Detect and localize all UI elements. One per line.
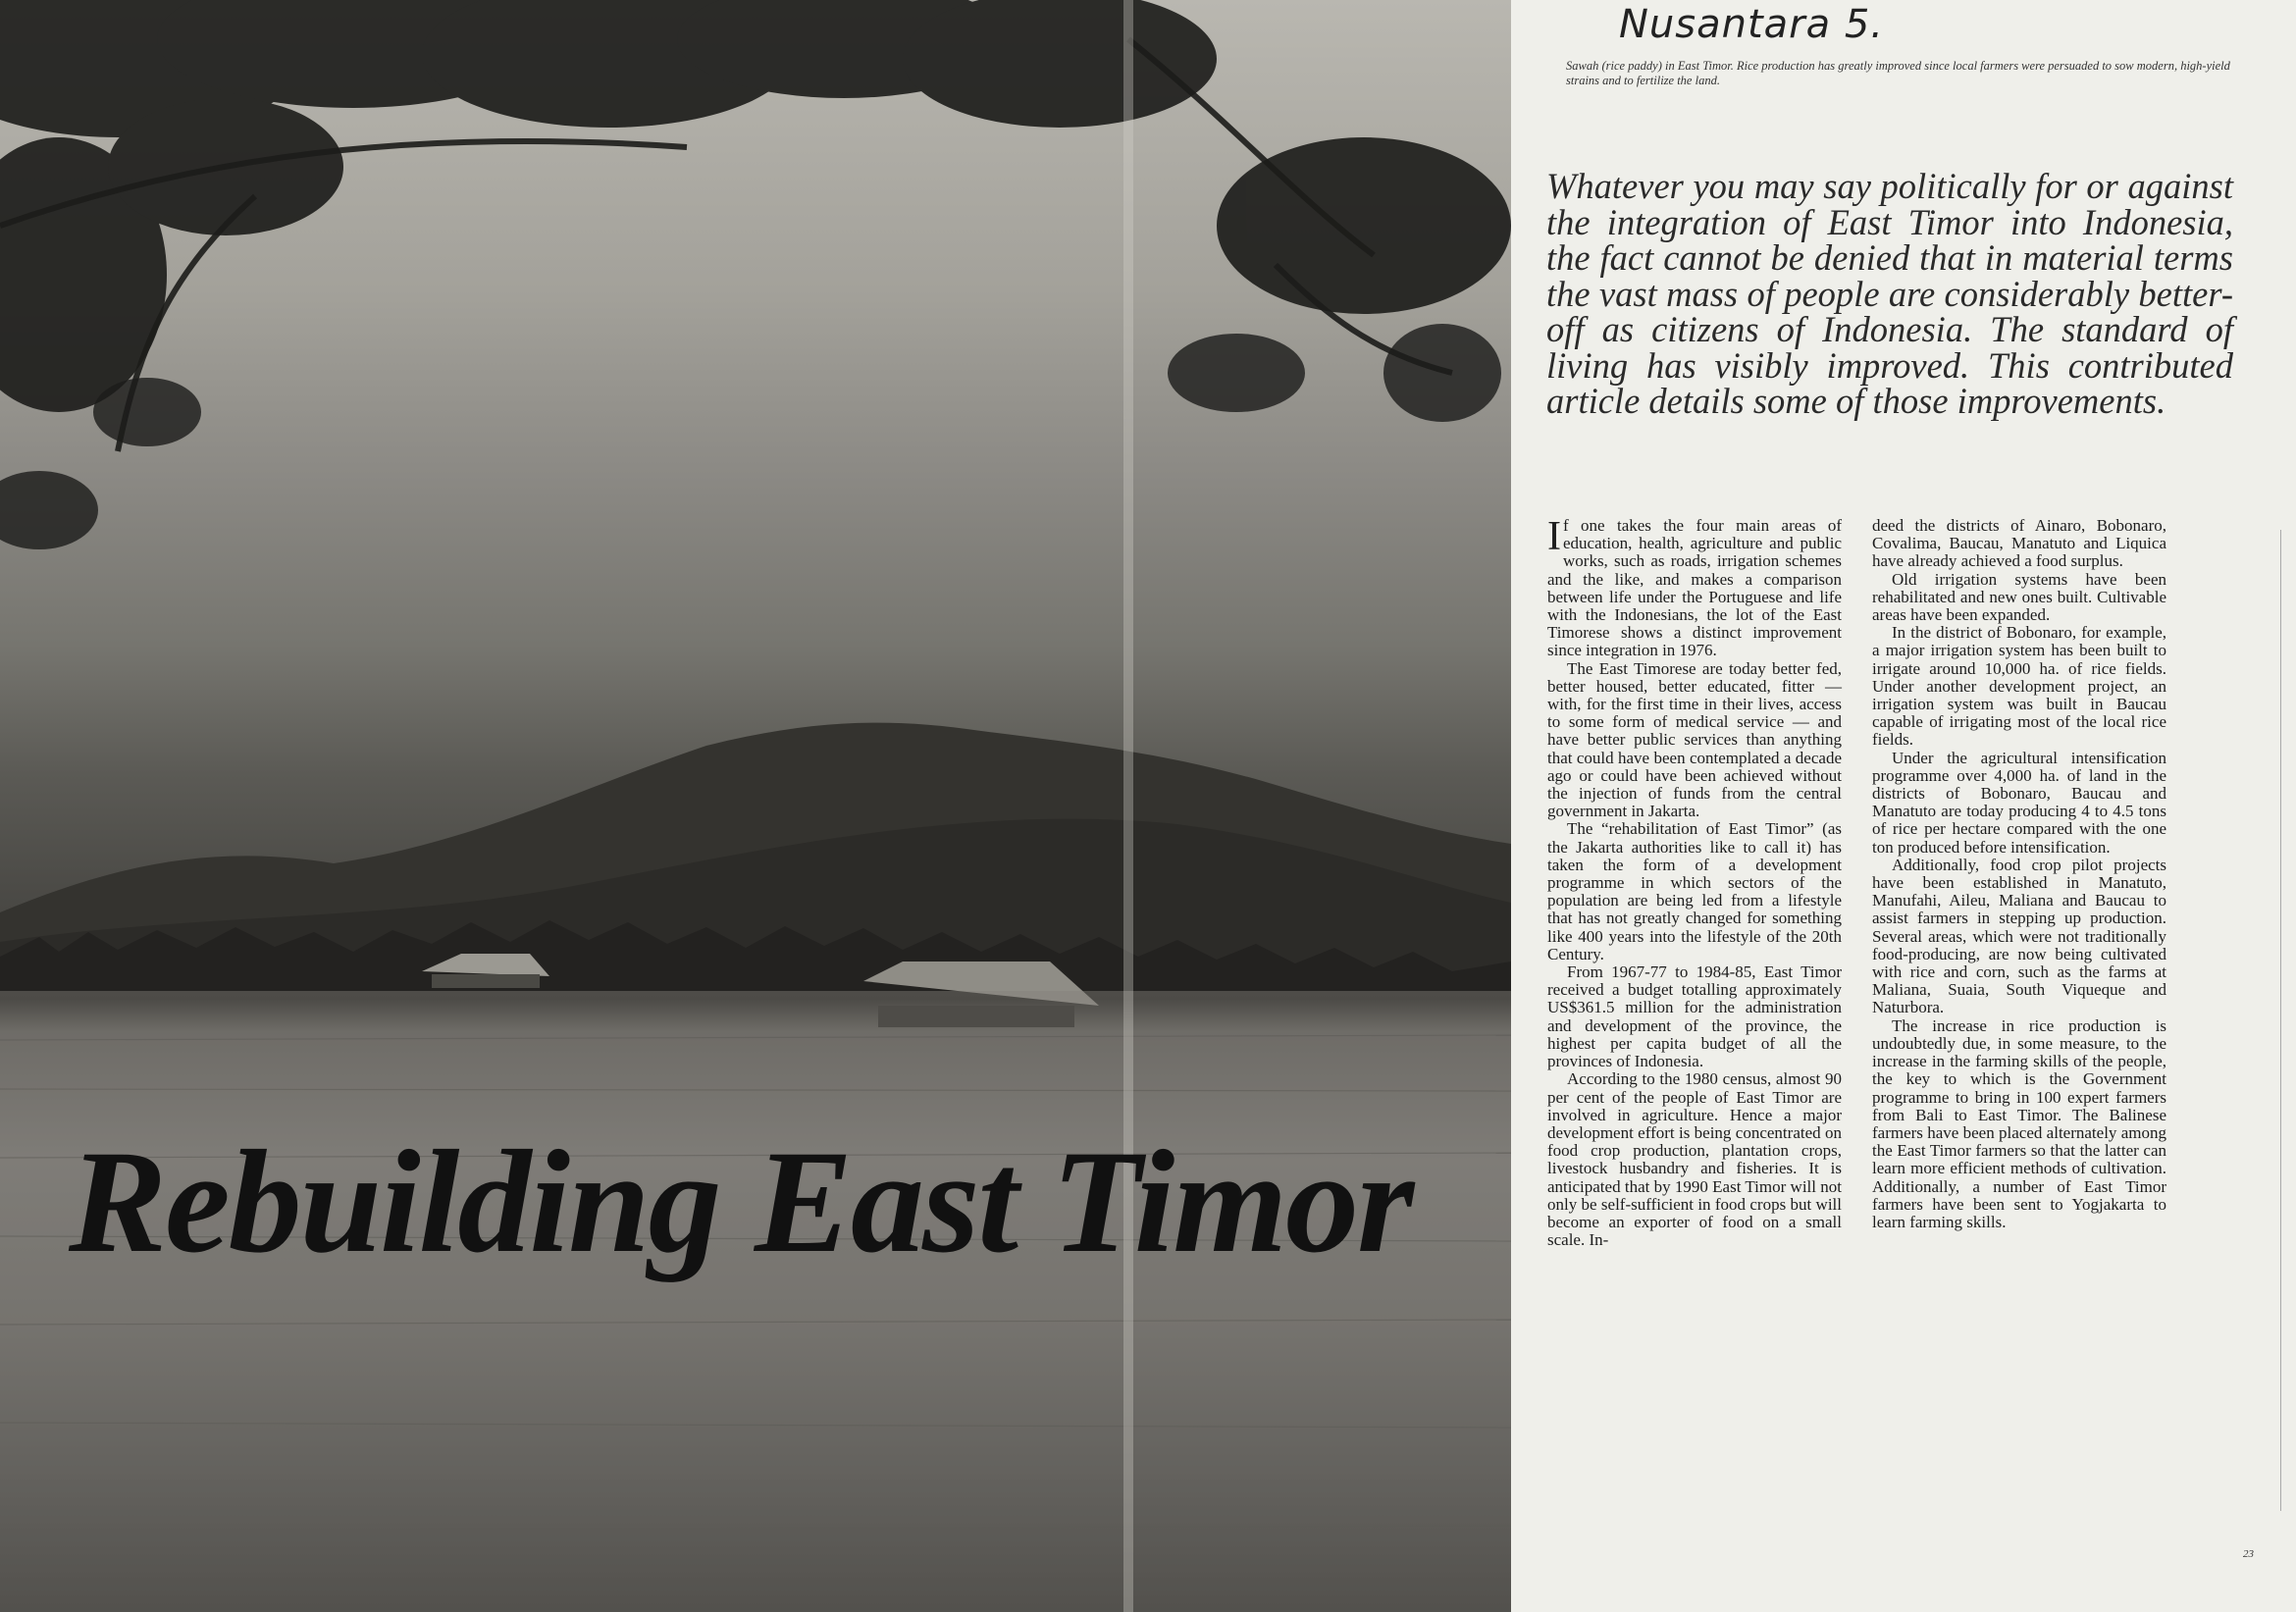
drop-cap: I <box>1547 514 1561 559</box>
article-column-left <box>1547 514 1842 1250</box>
article-paragraph: deed the districts of Ainaro, Bobonaro, Covalima, Baucau, Manatuto and Liquica have already achieved a food surplus. <box>1872 516 2166 571</box>
article-paragraph: Old irrigation systems have been rehabilitated and new ones built. Cultivable areas have been expanded. <box>1872 569 2166 625</box>
article-paragraph: The East Timorese are today better fed, better housed, better educated, fitter — with, for the first time in their lives, access to some form of medical service — and have better public services than anything that could have been contemplated a decade ago or could have been achieved without the injection of funds from the central government in Jakarta. <box>1547 658 1842 821</box>
article-paragraph: The “rehabilitation of East Timor” (as the Jakarta authorities like to call it) has taken the form of a development programme in which sectors of the population are being led from a lifestyle that has not greatly changed for something like 400 years into the lifestyle of the 20th Century. <box>1547 819 1842 963</box>
headline: Rebuilding East Timor <box>69 1120 1413 1283</box>
article-paragraph: Under the agricultural intensification programme over 4,000 ha. of land in the districts of Bobonaro, Baucau and Manatuto are today producing 4 to 4.5 tons of rice per hectare compared with the one ton produced before intensification. <box>1872 748 2166 857</box>
standfirst: Whatever you may say politically for or against the integration of East Timor into Indonesia, the fact cannot be denied that in material terms the vast mass of people are considerably better-off as citizens of Indonesia. The standard of living has visibly improved. This contributed article details some of those improvements. <box>1546 166 2233 421</box>
page-edge-divider <box>2280 530 2281 1511</box>
article-paragraph: The increase in rice production is undoubtedly due, in some measure, to the increase in the farming skills of the people, the key to which is the Government programme to bring in 100 expert farmers from Bali to East Timor. The Balinese farmers have been placed alternately among the East Timor farmers so that the latter can learn more efficient methods of cultivation. Additionally, a number of East Timor farmers have been sent to Yogjakarta to learn farming skills. <box>1872 1015 2166 1231</box>
article-page <box>1511 0 2296 1612</box>
article-column-right <box>1872 517 2166 1231</box>
page-number: 23 <box>2243 1548 2254 1560</box>
article-paragraph: From 1967-77 to 1984-85, East Timor received a budget totalling approximately US$361.5 million for the administration and development of the province, the highest per capita budget of all the provinces of Indonesia. <box>1547 962 1842 1071</box>
article-paragraph: If one takes the four main areas of education, health, agriculture and public works, such as roads, irrigation schemes and the like, and makes a comparison between life under the Portuguese and life with the Indonesians, the lot of the East Timorese shows a distinct improvement since integration in 1976. <box>1547 514 1842 660</box>
article-paragraph: Additionally, food crop pilot projects have been established in Manatuto, Manufahi, Aileu, Maliana and Baucau to assist farmers in stepping up production. Several areas, which were not traditionally food-producing, are now being cultivated with rice and corn, such as the farms at Maliana, Suaia, South Viqueque and Naturbora. <box>1872 855 2166 1017</box>
photo-caption: Sawah (rice paddy) in East Timor. Rice production has greatly improved since local farmers were persuaded to sow modern, high-yield strains and to fertilize the land. <box>1566 59 2230 87</box>
article-paragraph: According to the 1980 census, almost 90 per cent of the people of East Timor are involved in agriculture. Hence a major development effort is being concentrated on food crop production, plantation crops, livestock husbandry and fisheries. It is anticipated that by 1990 East Timor will not only be self-sufficient in food crops but will become an exporter of food on a small scale. In- <box>1547 1069 1842 1250</box>
handwritten-note: Nusantara 5. <box>1619 2 1885 47</box>
article-paragraph: In the district of Bobonaro, for example, a major irrigation system has been built to irrigate around 10,000 ha. of rice fields. Under another development project, an irrigation system was built in Baucau capable of irrigating most of the local rice fields. <box>1872 623 2166 750</box>
